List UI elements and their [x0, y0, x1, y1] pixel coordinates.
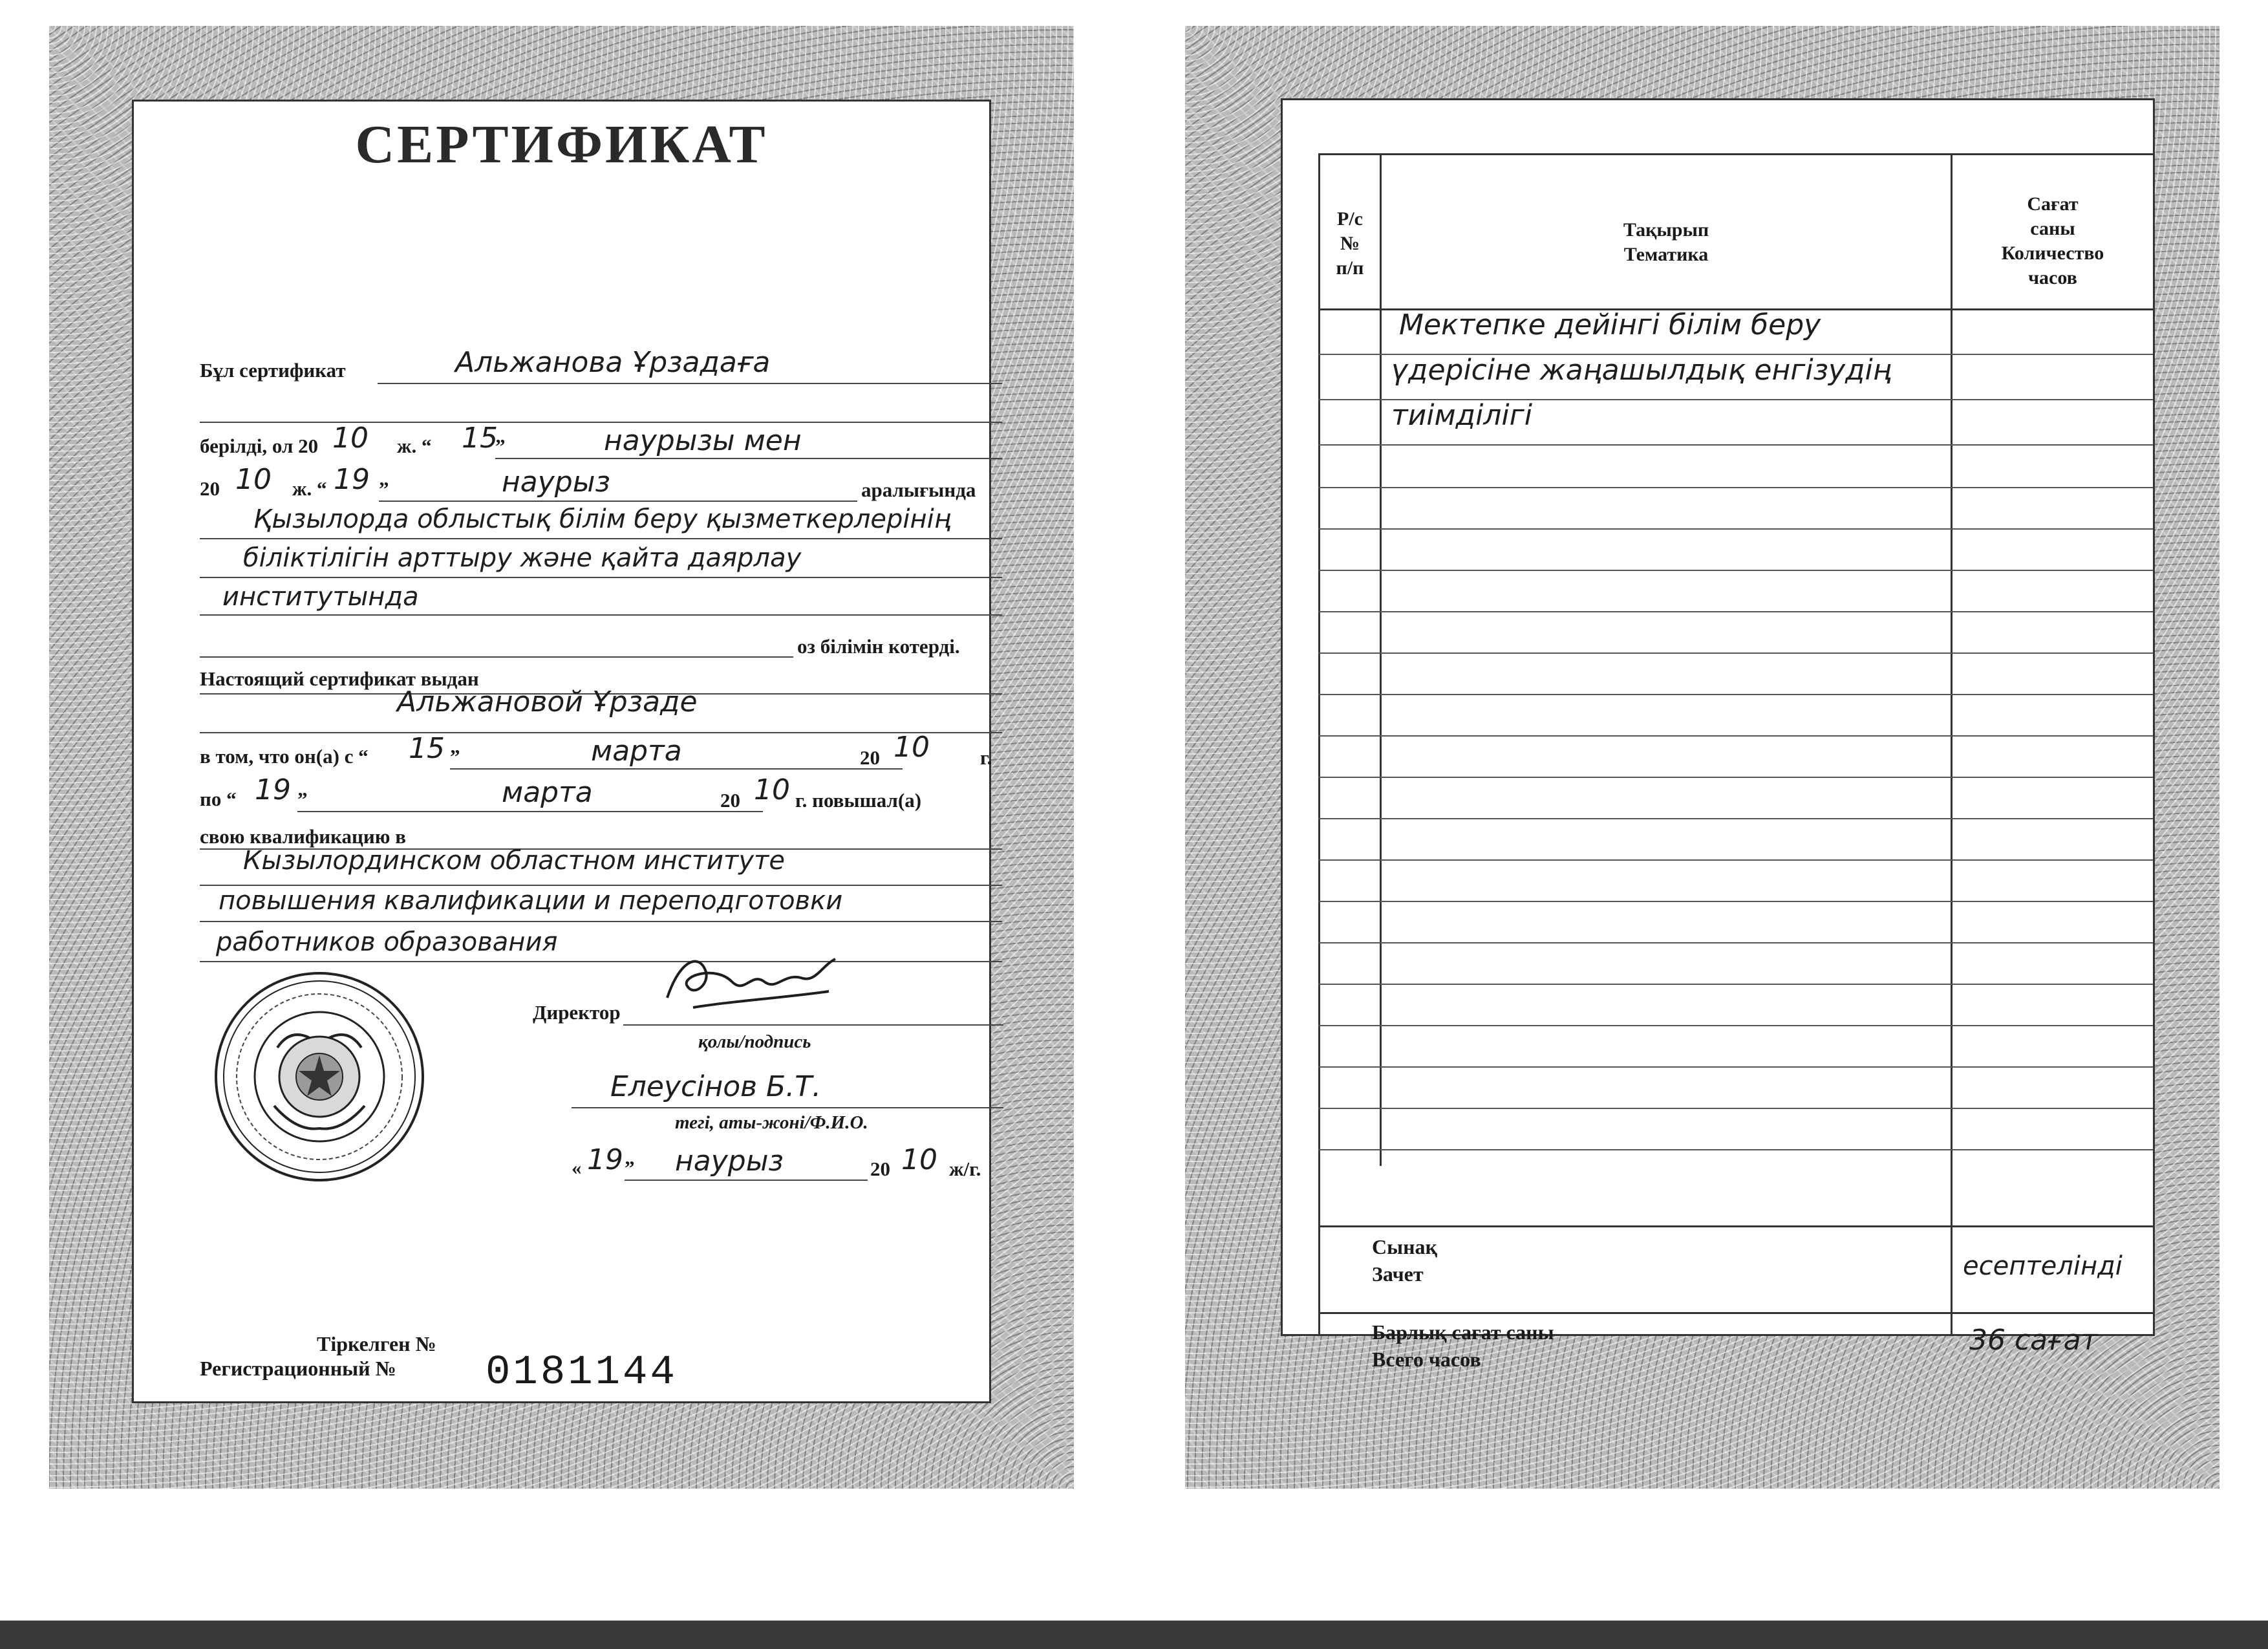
kz-improved-label: оз білімін котерді.: [797, 635, 960, 658]
body-end-divider: [1318, 1225, 2153, 1227]
kz-recipient: Альжанова Ұрзадаға: [455, 346, 771, 379]
registration-number: 0181144: [486, 1350, 678, 1396]
date-underline-2: [379, 501, 857, 502]
kz-institution-line-2: біліктілігін арттыру және қайта даярлау: [243, 543, 802, 573]
kz-quote-close: ”: [495, 435, 506, 457]
topics-page: [1185, 26, 2220, 1489]
reg-label-ru: Регистрационный №: [200, 1357, 396, 1380]
date-month: наурыз: [675, 1145, 784, 1178]
total-label: Барлық сағат саны Всего часов: [1372, 1320, 1554, 1371]
kz-issued-label: берілді, ол 20: [200, 435, 319, 457]
name-underline: [572, 1107, 1003, 1108]
ru-institution-underline-3: [200, 961, 1002, 962]
kz-month-from: наурызы мен: [604, 424, 802, 457]
kz-institution-line-1: Қызылорда облыстық білім беру қызметкерлерінің: [253, 504, 952, 534]
ru-qual-label: свою квалификацию в: [200, 825, 406, 848]
kz-year-to: 10: [235, 463, 272, 496]
kz-zh-label-2: ж. “: [292, 477, 327, 500]
director-label: Директор: [533, 1001, 621, 1024]
ru-recipient-underline: [200, 732, 1002, 733]
ru-year-from: 10: [893, 731, 930, 764]
date-month-underline: [625, 1180, 868, 1181]
name-caption: тегі, аты-жоні/Ф.И.О.: [675, 1112, 868, 1133]
date-day: 19: [587, 1143, 623, 1176]
signature-underline: [623, 1024, 1003, 1026]
ru-quote-close: ”: [450, 745, 460, 768]
ru-institution-underline-2: [200, 921, 1002, 922]
ru-recipient: Альжановой Ұрзаде: [397, 685, 698, 718]
signature-caption: қолы/подпись: [698, 1031, 811, 1052]
topic-line-3: тиімділігі: [1391, 399, 1532, 432]
director-name: Елеусінов Б.Т.: [610, 1070, 822, 1103]
date-suffix: ж/г.: [949, 1158, 981, 1180]
exam-divider: [1318, 1312, 2153, 1314]
ru-from-label: в том, что он(а) с “: [200, 745, 369, 768]
kz-month-to: наурыз: [502, 466, 610, 499]
topic-line-2: үдерісіне жаңашылдық енгізудің: [1391, 354, 1892, 387]
exam-label: Сынақ Зачет: [1372, 1235, 1437, 1286]
ru-date-underline: [450, 768, 903, 770]
ru-day-to: 19: [255, 773, 291, 806]
ru-improved-label: г. повышал(а): [795, 789, 922, 812]
ru-g-label: г.: [980, 746, 992, 769]
kz-quote-close-2: ”: [379, 477, 389, 500]
topic-line-1: Мектепке дейінгі білім беру: [1399, 308, 1821, 341]
ru-institution-line-3: работников образования: [216, 927, 558, 957]
institution-underline-3: [200, 614, 1002, 616]
ru-quote-close-2: ”: [297, 788, 308, 810]
date-quote-open: «: [572, 1156, 582, 1179]
topics-frame: [1281, 98, 2155, 1371]
kz-institution-line-3: институтында: [222, 582, 419, 612]
ru-institution-line-2: повышения квалификации и переподготовки: [219, 886, 843, 916]
blank-underline: [200, 422, 1002, 423]
kz-prefix-20: 20: [200, 477, 220, 500]
scan-bottom-edge: [0, 1621, 2268, 1649]
ru-day-from: 15: [409, 732, 445, 765]
recipient-underline: [378, 383, 1002, 384]
kz-period-label: аралығында: [861, 479, 976, 501]
date-year-prefix: 20: [870, 1158, 890, 1180]
exam-value: есептелінді: [1963, 1251, 2123, 1281]
kz-year-from: 10: [332, 422, 369, 455]
institution-underline-1: [200, 538, 1002, 539]
ru-institution-line-1: Кызылординском областном институте: [243, 846, 785, 876]
ru-year-to: 10: [754, 773, 790, 806]
director-signature: [654, 946, 848, 1017]
ru-year-prefix: 20: [860, 746, 880, 769]
kz-zh-label: ж. “: [397, 435, 432, 457]
blank-underline-2: [200, 656, 793, 658]
kz-day-from: 15: [462, 422, 498, 455]
certificate-title: СЕРТИФИКАТ: [355, 114, 768, 175]
kz-day-to: 19: [334, 463, 370, 496]
col1-header: Р/с № п/п: [1336, 208, 1364, 279]
col2-header: Тақырып Тематика: [1623, 219, 1709, 265]
ru-to-label: по “: [200, 788, 237, 810]
certificate-page: [49, 26, 1074, 1489]
ru-intro-label: Настоящий сертификат выдан: [200, 667, 479, 690]
col3-header: Сағат саны Количество часов: [2001, 193, 2104, 288]
date-quote-close: ”: [625, 1156, 635, 1179]
date-year: 10: [901, 1143, 937, 1176]
ru-date-underline-2: [297, 811, 763, 812]
ru-month-from: марта: [591, 735, 682, 768]
institution-underline-2: [200, 577, 1002, 578]
total-value: 36 сағат: [1969, 1324, 2098, 1357]
ru-year-prefix-2: 20: [720, 789, 740, 812]
reg-label-kz: Тіркелген №: [317, 1332, 436, 1355]
date-underline: [495, 458, 1002, 459]
official-stamp: [213, 970, 426, 1183]
kz-intro-label: Бұл сертификат: [200, 359, 346, 382]
ru-month-to: марта: [502, 776, 593, 809]
